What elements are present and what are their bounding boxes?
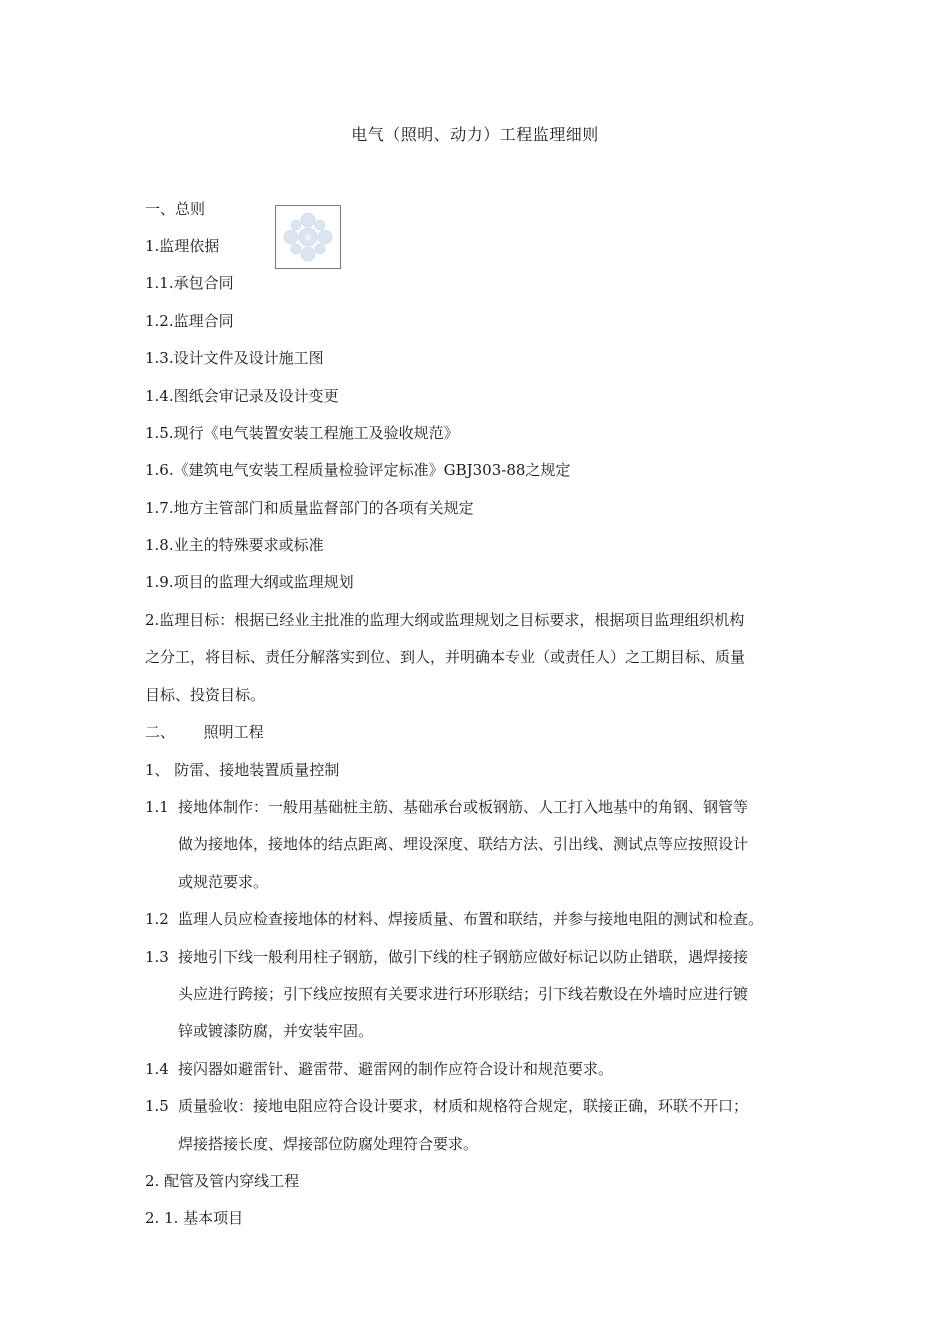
list-item-cont: 锌或镀漆防腐，并安装牢固。 [178, 1022, 374, 1040]
item-text: 质量验收：接地电阻应符合设计要求，材质和规格符合规定，联接正确，环联不开口； [178, 1097, 749, 1115]
basis-item: 1.3.设计文件及设计施工图 [145, 349, 324, 367]
subsection-lightning-grounding: 1、 防雷、接地装置质量控制 [145, 761, 340, 779]
subsection-basic-items: 2. 1. 基本项目 [145, 1209, 244, 1227]
basis-item: 1.8.业主的特殊要求或标准 [145, 536, 324, 554]
list-item-cont: 头应进行跨接；引下线应按照有关要求进行环形联结；引下线若敷设在外墙时应进行镀 [178, 985, 749, 1003]
list-item [145, 1059, 613, 1079]
item-text: 接闪器如避雷针、避雷带、避雷网的制作应符合设计和规范要求。 [178, 1060, 614, 1078]
item-number: 1.3 [145, 948, 169, 966]
list-item [145, 909, 763, 929]
section-general: 一、总则 [145, 200, 206, 218]
list-item [145, 797, 748, 817]
item-text: 监理人员应检查接地体的材料、焊接质量、布置和联结，并参与接地电阻的测试和检查。 [178, 910, 764, 928]
document-title: 电气（照明、动力）工程监理细则 [351, 125, 599, 144]
basis-item: 1.2.监理合同 [145, 312, 234, 330]
list-item [145, 947, 748, 967]
section-lighting: 二、 照明工程 [145, 723, 264, 741]
supervision-goal-cont: 之分工，将目标、责任分解落实到位、到人，并明确本专业（或责任人）之工期目标、质量 [145, 648, 746, 666]
supervision-basis: 1.监理依据 [145, 237, 220, 255]
basis-item: 1.5.现行《电气装置安装工程施工及验收规范》 [145, 424, 459, 442]
item-text: 接地体制作：一般用基础桩主筋、基础承台或板钢筋、人工打入地基中的角钢、钢管等 [178, 798, 749, 816]
supervision-goal: 2.监理目标：根据已经业主批准的监理大纲或监理规划之目标要求，根据项目监理组织机构 [145, 611, 745, 629]
basis-item: 1.1.承包合同 [145, 274, 234, 292]
supervision-goal-cont: 目标、投资目标。 [145, 686, 266, 704]
basis-item: 1.4.图纸会审记录及设计变更 [145, 387, 339, 405]
list-item [145, 1096, 748, 1116]
list-item-cont: 焊接搭接长度、焊接部位防腐处理符合要求。 [178, 1135, 479, 1153]
logo-seal [275, 205, 341, 269]
list-item-cont: 或规范要求。 [178, 873, 269, 891]
subsection-conduit-wiring: 2. 配管及管内穿线工程 [145, 1172, 300, 1190]
item-number: 1.4 [145, 1060, 169, 1078]
list-item-cont: 做为接地体，接地体的结点距离、埋设深度、联结方法、引出线、测试点等应按照设计 [178, 835, 749, 853]
item-text: 接地引下线一般利用柱子钢筋，做引下线的柱子钢筋应做好标记以防止错联，遇焊接接 [178, 948, 749, 966]
item-number: 1.2 [145, 910, 169, 928]
basis-item: 1.7.地方主管部门和质量监督部门的各项有关规定 [145, 499, 474, 517]
basis-item: 1.9.项目的监理大纲或监理规划 [145, 573, 354, 591]
item-number: 1.5 [145, 1097, 169, 1115]
seal-watermark-icon [276, 206, 340, 268]
basis-item: 1.6.《建筑电气安装工程质量检验评定标准》GBJ303-88之规定 [145, 461, 571, 479]
item-number: 1.1 [145, 798, 169, 816]
